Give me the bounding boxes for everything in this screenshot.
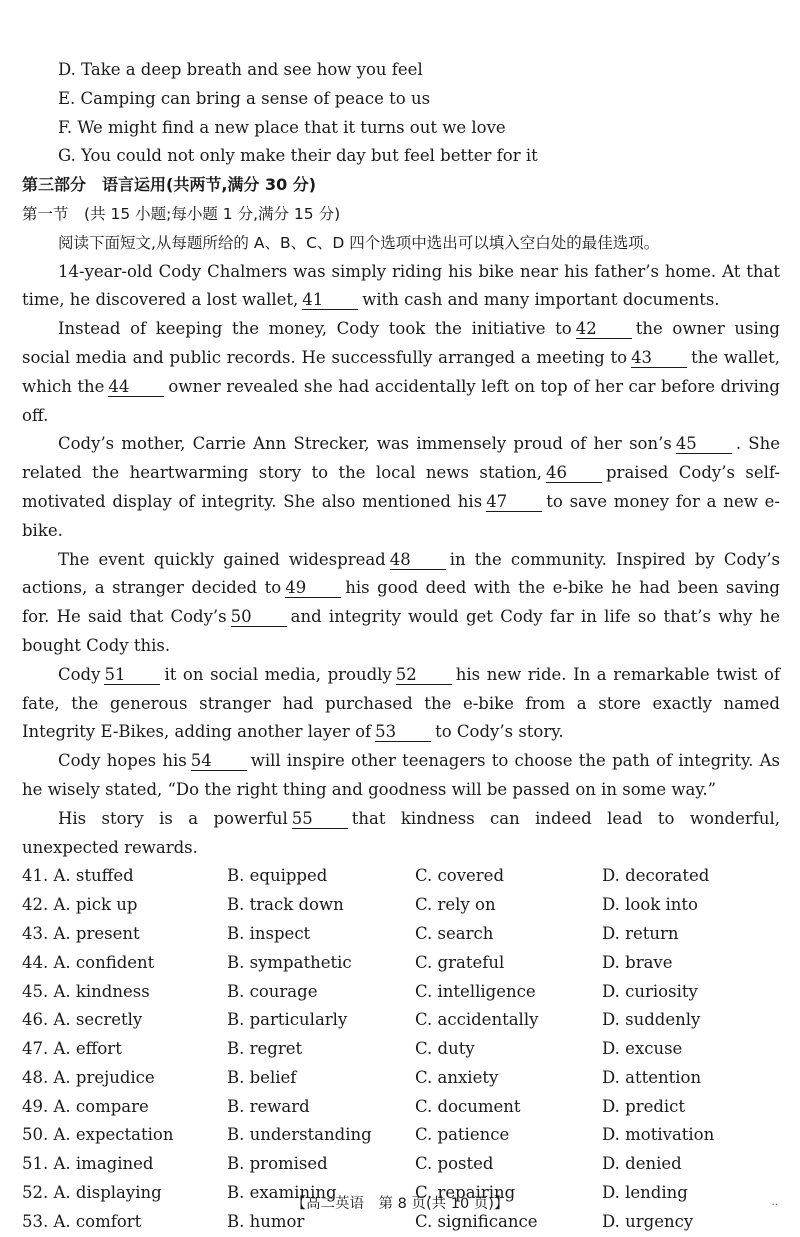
choice-a: 50. A. expectation <box>22 1125 174 1145</box>
passage-paragraph-1: 14-year-old Cody Chalmers was simply riding his bike near his father’s home. At that time, he discovered a lost wallet, 41 with cash and many important documents. <box>22 261 780 310</box>
choice-c: C. document <box>415 1096 521 1116</box>
choice-c: C. significance <box>415 1211 538 1231</box>
choice-a: 52. A. displaying <box>22 1183 162 1203</box>
question-row <box>22 949 780 978</box>
choice-a: 44. A. confident <box>22 952 155 972</box>
choice-b: B. courage <box>227 981 318 1001</box>
choice-c: C. accidentally <box>415 1010 539 1030</box>
blank-45: 45 <box>676 435 732 454</box>
choice-d: D. motivation <box>602 1125 715 1145</box>
choice-d: D. excuse <box>602 1039 683 1059</box>
option-e: E. Camping can bring a sense of peace to us <box>58 88 431 108</box>
choice-c: C. grateful <box>415 952 505 972</box>
choice-b: B. belief <box>227 1067 297 1087</box>
choice-c: C. covered <box>415 866 505 886</box>
question-row <box>22 1064 780 1093</box>
choice-c: C. search <box>415 923 494 943</box>
choice-b: B. understanding <box>227 1125 372 1145</box>
passage-paragraph-5: Cody 51 it on social media, proudly 52 his new ride. In a remarkable twist of fate, the generous stranger had purchased the e-bike from a store exactly named Integrity E-Bikes, adding another layer of 53 to Cody’s story. <box>22 664 780 742</box>
blank-46: 46 <box>546 464 602 483</box>
choice-b: B. promised <box>227 1154 328 1174</box>
blank-55: 55 <box>292 810 348 829</box>
options-top <box>22 56 780 171</box>
choice-d: D. urgency <box>602 1211 694 1231</box>
choice-b: B. sympathetic <box>227 952 352 972</box>
choice-b: B. equipped <box>227 866 328 886</box>
question-row <box>22 891 780 920</box>
choice-d: D. decorated <box>602 866 710 886</box>
choice-c: C. duty <box>415 1039 475 1059</box>
choice-b: B. reward <box>227 1096 310 1116</box>
instruction: 阅读下面短文,从每题所给的 A、B、C、D 四个选项中选出可以填入空白处的最佳选项。 <box>58 233 660 252</box>
part3-title: 第三部分 语言运用(共两节,满分 30 分) <box>22 175 317 195</box>
question-row <box>22 920 780 949</box>
choice-d: D. return <box>602 923 679 943</box>
blank-50: 50 <box>231 608 287 627</box>
choice-b: B. track down <box>227 895 344 915</box>
choice-a: 45. A. kindness <box>22 981 150 1001</box>
choice-a: 43. A. present <box>22 923 140 943</box>
choice-d: D. lending <box>602 1183 688 1203</box>
choice-a: 48. A. prejudice <box>22 1067 155 1087</box>
choice-a: 41. A. stuffed <box>22 866 134 886</box>
blank-51: 51 <box>104 666 160 685</box>
choice-c: C. posted <box>415 1154 494 1174</box>
blank-42: 42 <box>576 320 632 339</box>
passage-paragraph-2: Instead of keeping the money, Cody took the initiative to 42 the owner using social media and public records. He successfully arranged a meeting to 43 the wallet, which the 44 owner revealed she had accidentally left on top of her car before driving off. <box>22 319 781 425</box>
blank-41: 41 <box>302 291 358 310</box>
blank-54: 54 <box>191 752 247 771</box>
choice-a: 53. A. comfort <box>22 1211 142 1231</box>
choice-b: B. humor <box>227 1211 305 1231</box>
blank-43: 43 <box>631 349 687 368</box>
passage-paragraph-6: Cody hopes his 54 will inspire other teenagers to choose the path of integrity. As he wisely stated, “Do the right thing and goodness will be passed on in some way.” <box>22 751 780 799</box>
choice-b: B. particularly <box>227 1010 348 1030</box>
question-list <box>22 862 780 1236</box>
choice-d: D. brave <box>602 952 673 972</box>
choice-c: C. anxiety <box>415 1067 499 1087</box>
choice-d: D. curiosity <box>602 981 698 1001</box>
choice-d: D. denied <box>602 1154 682 1174</box>
question-row <box>22 1093 780 1122</box>
choice-c: C. intelligence <box>415 981 536 1001</box>
choice-d: D. suddenly <box>602 1010 701 1030</box>
section1-title: 第一节 (共 15 小题;每小题 1 分,满分 15 分) <box>22 204 341 223</box>
page-footer: 【高二英语 第 8 页(共 10 页)】 <box>291 1196 509 1212</box>
exam-page <box>22 56 780 1237</box>
choice-a: 42. A. pick up <box>22 895 138 915</box>
choice-a: 51. A. imagined <box>22 1154 154 1174</box>
choice-a: 47. A. effort <box>22 1039 122 1059</box>
blank-48: 48 <box>390 551 446 570</box>
choice-b: B. inspect <box>227 923 311 943</box>
question-row <box>22 1150 780 1179</box>
blank-44: 44 <box>108 378 164 397</box>
blank-52: 52 <box>396 666 452 685</box>
choice-d: D. attention <box>602 1067 702 1087</box>
option-d: D. Take a deep breath and see how you feel <box>58 60 423 79</box>
question-row <box>22 1006 780 1035</box>
blank-47: 47 <box>486 493 542 512</box>
choice-c: C. repairing <box>415 1183 516 1203</box>
choice-b: B. examining <box>227 1183 337 1203</box>
choice-a: 46. A. secretly <box>22 1010 143 1030</box>
question-row <box>22 978 780 1007</box>
choice-a: 49. A. compare <box>22 1096 149 1116</box>
choice-d: D. predict <box>602 1096 686 1116</box>
choice-c: C. rely on <box>415 895 496 915</box>
question-row <box>22 1121 780 1150</box>
corner-mark: ·· <box>771 1200 778 1211</box>
passage-paragraph-3: Cody’s mother, Carrie Ann Strecker, was immensely proud of her son’s 45 . She related the heartwarming story to the local news station, 46 praised Cody’s self-motivated display of integrity. She also mentioned his 47 to save money for a new e-bike. <box>22 434 781 540</box>
choice-d: D. look into <box>602 895 698 915</box>
question-row <box>22 862 780 891</box>
choice-b: B. regret <box>227 1039 303 1059</box>
option-g: G. You could not only make their day but feel better for it <box>58 146 538 166</box>
blank-53: 53 <box>375 723 431 742</box>
option-f: F. We might find a new place that it turns out we love <box>58 117 506 137</box>
passage-paragraph-7: His story is a powerful 55 that kindness can indeed lead to wonderful, unexpected rewards. <box>22 808 780 857</box>
question-row <box>22 1035 780 1064</box>
choice-c: C. patience <box>415 1125 510 1145</box>
passage-paragraph-4: The event quickly gained widespread 48 in the community. Inspired by Cody’s actions, a stranger decided to 49 his good deed with the e-bike he had been saving for. He said that Cody’s 50 and integrity would get Cody far in life so that’s why he bought Cody this. <box>22 549 780 655</box>
blank-49: 49 <box>285 579 341 598</box>
